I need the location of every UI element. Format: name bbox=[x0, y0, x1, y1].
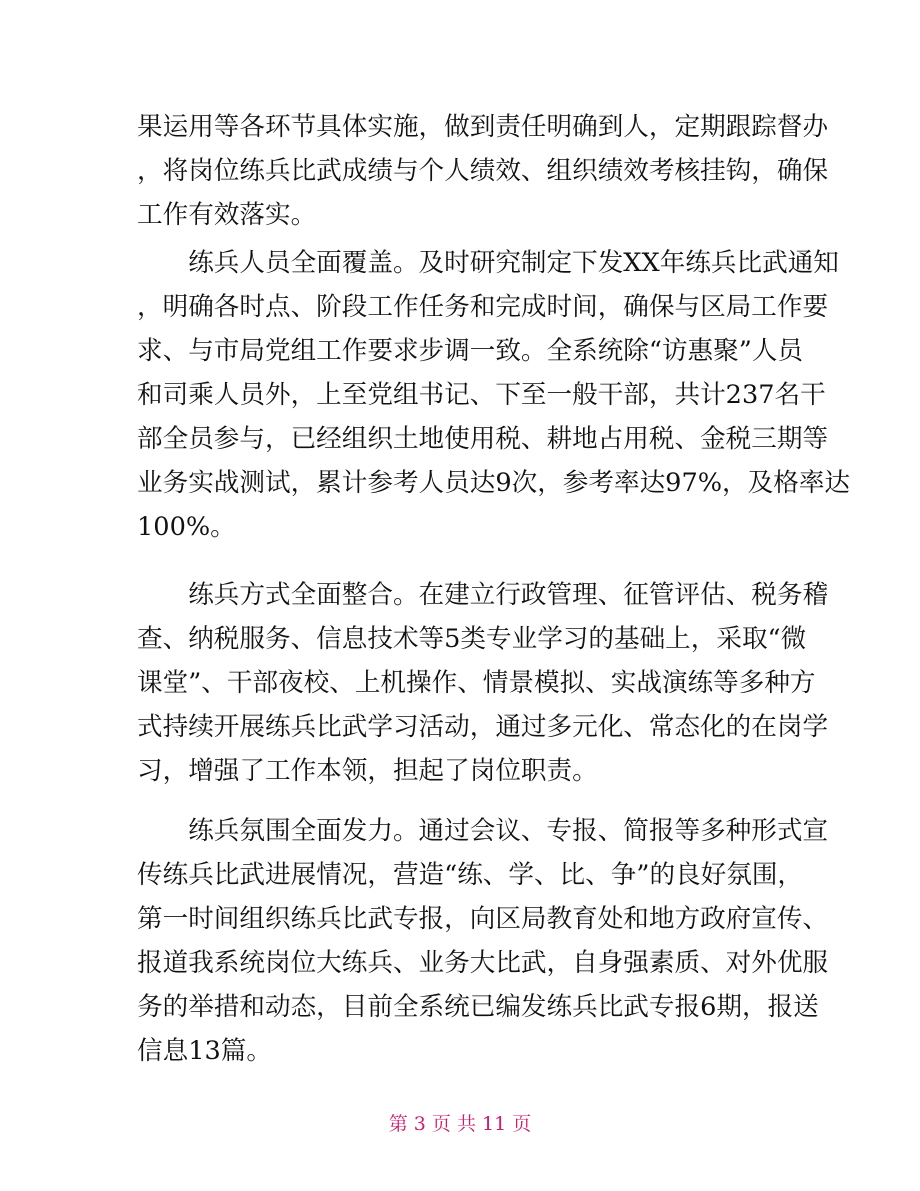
text-line: 工作有效落实。 bbox=[137, 200, 317, 230]
current-page-number: 3 bbox=[413, 1113, 426, 1135]
text-line: 和司乘人员外，上至党组书记、下至一般干部，共计237名干 bbox=[137, 380, 826, 410]
page-label-suffix: 页 bbox=[512, 1113, 532, 1135]
text-line: 课堂”、干部夜校、上机操作、情景模拟、实战演练等多种方 bbox=[137, 668, 816, 698]
text-line: 100%。 bbox=[137, 512, 236, 542]
text-line: 第一时间组织练兵比武专报，向区局教育处和地方政府宣传、 bbox=[137, 904, 829, 934]
text-line: 报道我系统岗位大练兵、业务大比武，自身强素质、对外优服 bbox=[137, 948, 829, 978]
text-line: 业务实战测试，累计参考人员达9次，参考率达97%，及格率达 bbox=[137, 468, 851, 498]
page-number-footer bbox=[0, 1109, 920, 1139]
page-label-prefix: 第 bbox=[388, 1113, 408, 1135]
text-line: 信息13篇。 bbox=[137, 1036, 272, 1066]
text-line: 部全员参与，已经组织土地使用税、耕地占用税、金税三期等 bbox=[137, 424, 829, 454]
text-line: 练兵氛围全面发力。通过会议、专报、简报等多种形式宣 bbox=[137, 816, 829, 846]
text-line: ，明确各时点、阶段工作任务和完成时间，确保与区局工作要 bbox=[137, 292, 829, 322]
page-label-mid: 页 共 bbox=[431, 1113, 476, 1135]
text-line: 查、纳税服务、信息技术等5类专业学习的基础上，采取“微 bbox=[137, 624, 807, 654]
text-line: 式持续开展练兵比武学习活动，通过多元化、常态化的在岗学 bbox=[137, 712, 829, 742]
text-line: 练兵人员全面覆盖。及时研究制定下发XX年练兵比武通知 bbox=[137, 248, 839, 278]
text-line: 求、与市局党组工作要求步调一致。全系统除“访惠聚”人员 bbox=[137, 336, 804, 366]
total-pages-number: 11 bbox=[482, 1113, 507, 1135]
text-line: 练兵方式全面整合。在建立行政管理、征管评估、税务稽 bbox=[137, 580, 829, 610]
text-line: ，将岗位练兵比武成绩与个人绩效、组织绩效考核挂钩，确保 bbox=[137, 156, 829, 186]
text-line: 习，增强了工作本领，担起了岗位职责。 bbox=[137, 756, 598, 786]
text-line: 务的举措和动态，目前全系统已编发练兵比武专报6期，报送 bbox=[137, 992, 819, 1022]
text-line: 传练兵比武进展情况，营造“练、学、比、争”的良好氛围， bbox=[137, 860, 804, 890]
text-line: 果运用等各环节具体实施，做到责任明确到人，定期跟踪督办 bbox=[137, 112, 829, 142]
